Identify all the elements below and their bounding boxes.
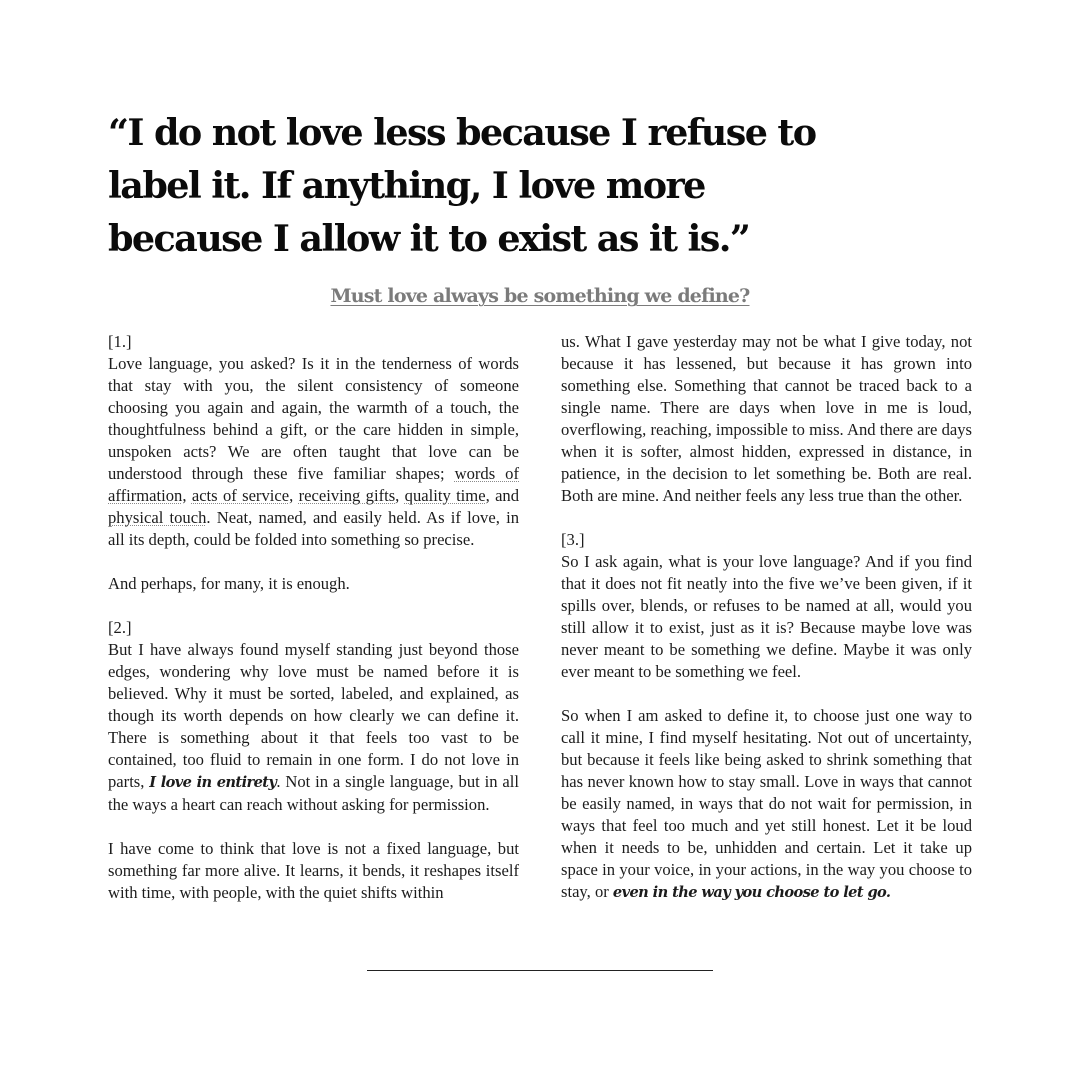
section-1-paragraph: Love language, you asked? Is it in the tenderness of words that stay with you, the silent consistency of someone choosing you again and again, the warmth of a touch, the thoughtfulness behind a gift, or the care hidden in simple, unspoken acts? We are often taught that love can be understood through these five familiar shapes; words of affirmation, acts of service, receiving gifts, quality time, and physical touch. Neat, named, and easily held. As if love, in all its depth, could be folded into something so precise. xyxy=(108,354,520,549)
emphasis-let-go: even in the way you choose to let go. xyxy=(612,884,891,901)
section-1-text-b: . Neat, named, and easily held. As if love, in all its depth, could be folded into something so precise. xyxy=(108,508,519,549)
section-number-3: [3.] xyxy=(561,530,585,549)
love-language-receiving-gifts: receiving gifts xyxy=(298,486,396,505)
section-2-paragraph-2-start: I have come to think that love is not a fixed language, but something far more alive. It learns, it bends, it reshapes itself with time, with people, with the quiet shifts within xyxy=(108,839,519,902)
emphasis-love-in-entirety: I love in entirety xyxy=(149,774,277,791)
section-1-text-a: Love language, you asked? Is it in the tenderness of words that stay with you, the silent consistency of someone choosing you again and again, the warmth of a touch, the thoughtfulness behind a gift, or the care hidden in simple, unspoken acts? We are often taught that love can be understood through these five familiar shapes; xyxy=(108,354,519,483)
right-column xyxy=(561,331,972,904)
section-number-1: [1.] xyxy=(108,332,132,351)
section-3-paragraph: So I ask again, what is your love language? And if you find that it does not fit neatly into the five we’ve been given, if it spills over, blends, or refuses to be named at all, would you still allow it to exist, just as it is? Because maybe love was never meant to be something we define. Maybe it was only ever meant to be something we feel. xyxy=(561,552,972,681)
section-2-paragraph: But I have always found myself standing just beyond those edges, wondering why love must be named before it is believed. Why it must be sorted, labeled, and explained, as though its worth depends on how clearly we can define it. There is something about it that feels too vast to be contained, too fluid to remain in one form. I do not love in parts, I love in entirety. Not in a single language, but in all the ways a heart can reach without asking for permission. xyxy=(108,640,519,814)
left-column xyxy=(108,331,519,904)
end-divider xyxy=(367,970,713,971)
section-1-closing: And perhaps, for many, it is enough. xyxy=(108,574,350,593)
pull-quote: “I do not love less because I refuse to label it. If anything, I love more because I allow it to exist as it is.” xyxy=(108,111,816,260)
love-language-words-of-affirmation: words of affirmation xyxy=(108,464,519,505)
section-3-closing: So when I am asked to define it, to choose just one way to call it mine, I find myself hesitating. Not out of uncertainty, but because it feels like being asked to shrink something that has never known how to stay small. Love in ways that cannot be easily named, in ways that do not wait for permission, in ways that feel too much and yet still honest. Let it be loud when it needs to be, unhidden and certain. Let it take up space in your voice, in your actions, in the way you choose to stay, or even in the way you choose to let go. xyxy=(561,706,972,901)
section-question: Must love always be something we define? xyxy=(330,285,750,307)
love-language-quality-time: quality time xyxy=(404,486,486,505)
section-2-paragraph-2-continued: us. What I gave yesterday may not be what I give today, not because it has lessened, but because it has grown into something else. Something that cannot be traced back to a single name. There are days when love in me is loud, overflowing, reaching, impossible to miss. And there are days when it is softer, almost hidden, expressed in distance, in patience, in the decision to let something be. Both are real. Both are mine. And neither feels any less true than the other. xyxy=(561,332,972,505)
love-language-physical-touch: physical touch xyxy=(108,508,207,527)
love-language-acts-of-service: acts of service xyxy=(191,486,290,505)
section-number-2: [2.] xyxy=(108,618,132,637)
